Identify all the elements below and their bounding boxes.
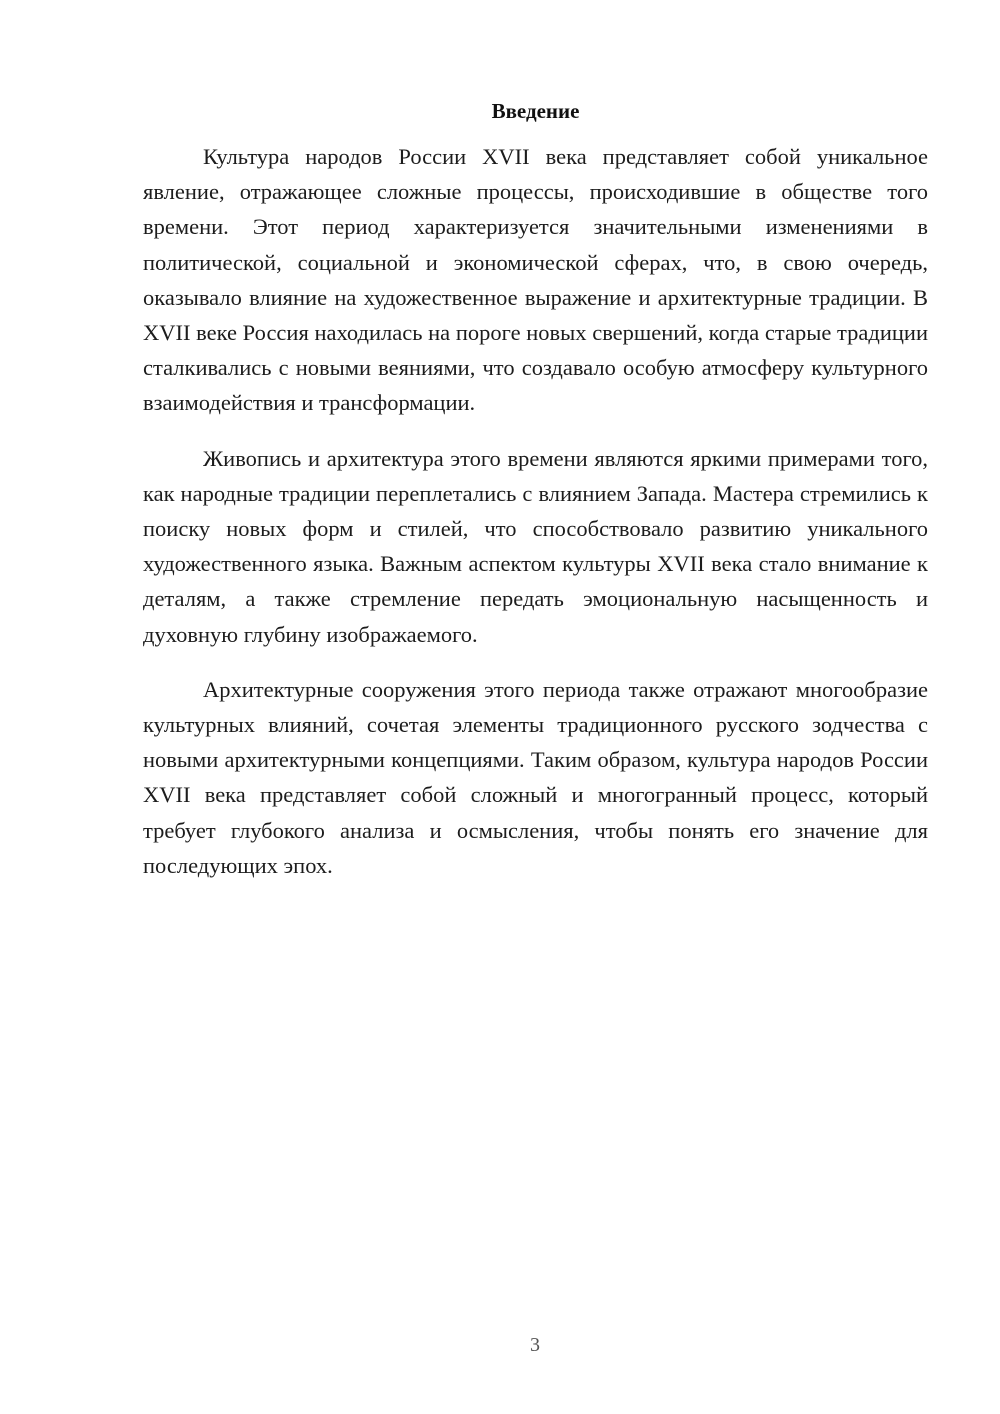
section-title: Введение	[491, 99, 580, 123]
paragraph-1: Культура народов России XVII века представляет собой уникальное явление, отражающее сложные процессы, происходившие в обществе того времени. Этот период характеризуется значительными изменениями в политической, социальной и экономической сферах, что, в свою очередь, оказывало влияние на художественное выражение и архитектурные традиции. В XVII веке Россия находилась на пороге новых свершений, когда старые традиции сталкивались с новыми веяниями, что создавало особую атмосферу культурного взаимодействия и трансформации.	[143, 144, 928, 416]
paragraph-3: Архитектурные сооружения этого периода также отражают многообразие культурных влияний, сочетая элементы традиционного русского зодчества с новыми архитектурными концепциями. Таким образом, культура народов России XVII века представляет собой сложный и многогранный процесс, который требует глубокого анализа и осмысления, чтобы понять его значение для последующих эпох.	[143, 676, 928, 878]
page-number: 3	[530, 1334, 540, 1356]
page-content	[143, 97, 928, 903]
paragraph-2: Живопись и архитектура этого времени являются яркими примерами того, как народные традиции переплетались с влиянием Запада. Мастера стремились к поиску новых форм и стилей, что способствовало развитию уникального художественного языка. Важным аспектом культуры XVII века стало внимание к деталям, а также стремление передать эмоциональную насыщенность и духовную глубину изображаемого.	[143, 445, 928, 647]
